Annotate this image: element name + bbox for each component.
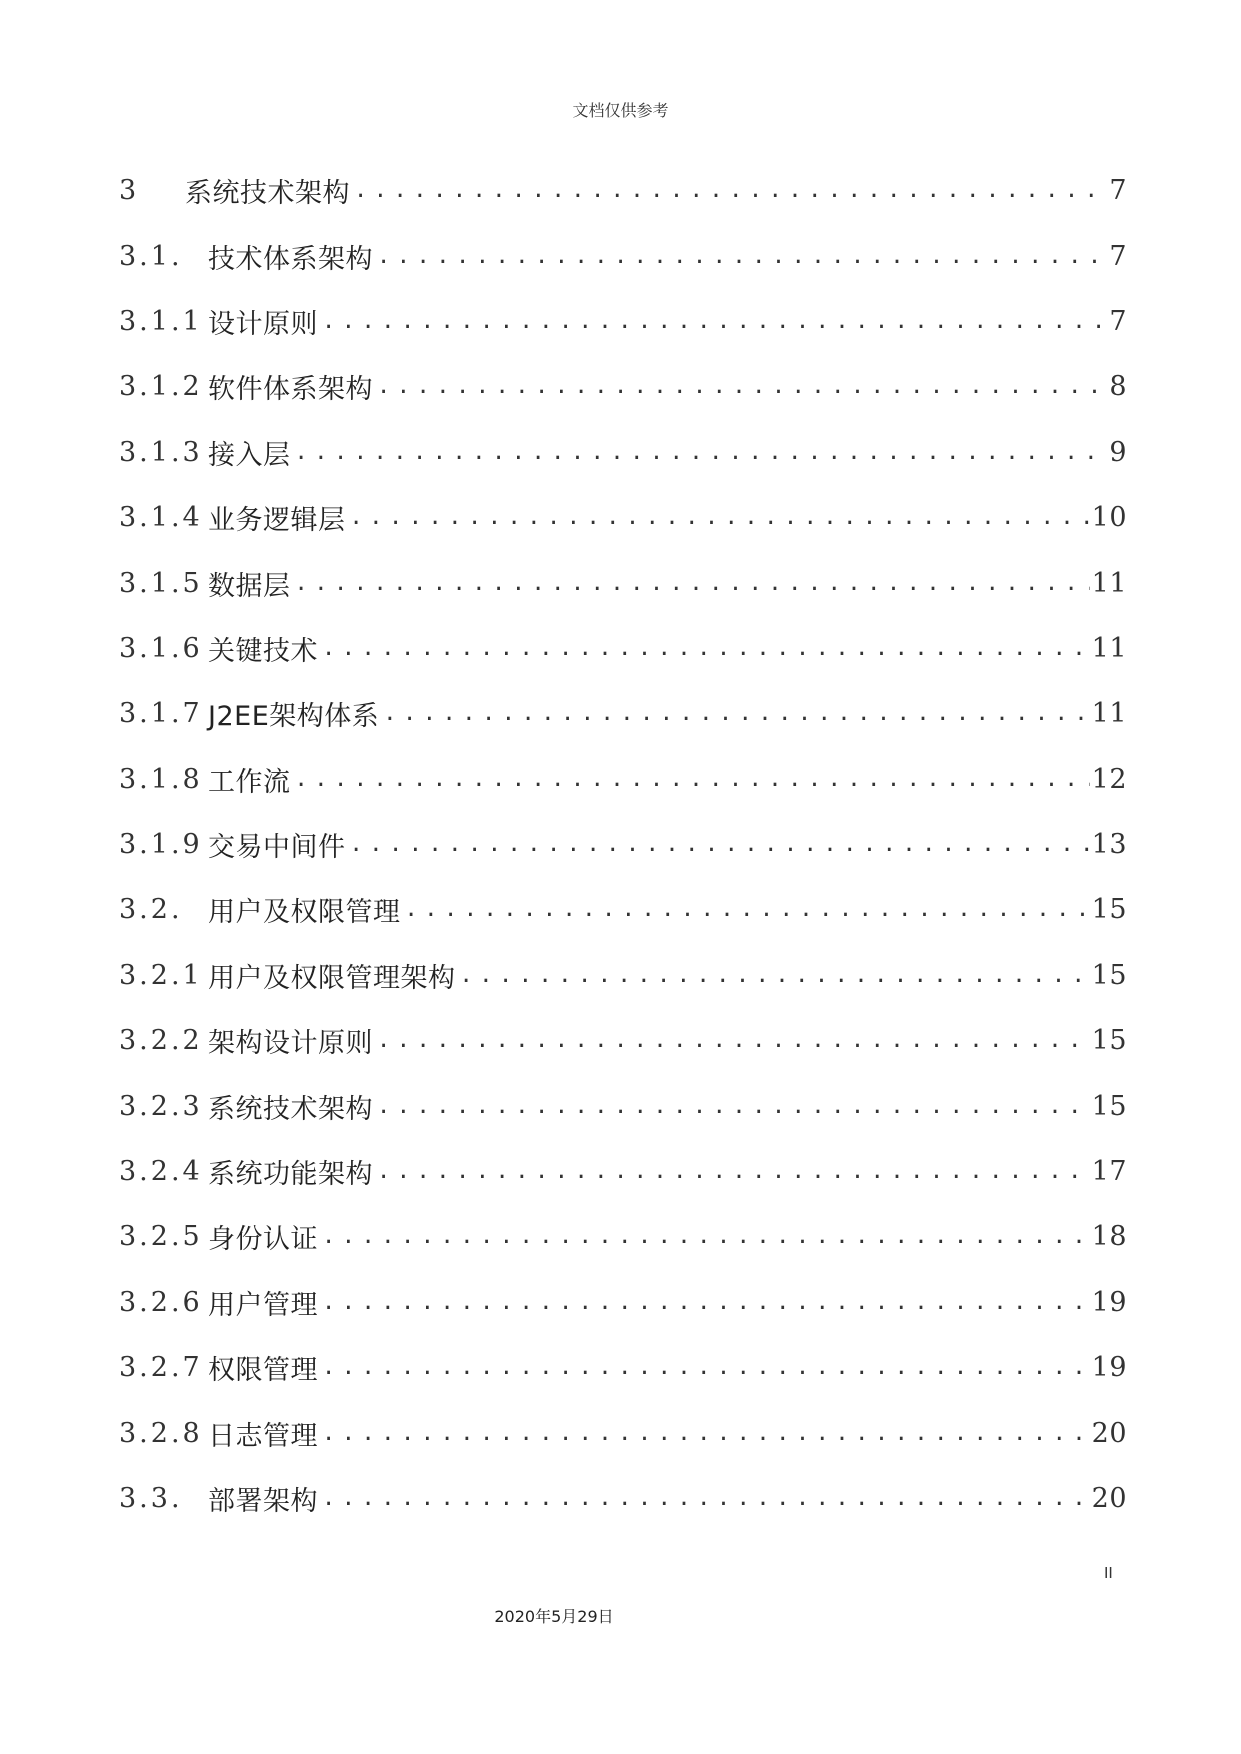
toc-dot-leader: [295, 767, 1090, 792]
header-text: 文档仅供参考: [572, 101, 669, 120]
toc-entry-page: 20: [1091, 1483, 1127, 1514]
toc-entry[interactable]: [119, 289, 1127, 354]
toc-entry[interactable]: [119, 1335, 1127, 1400]
toc-dot-leader: [322, 1486, 1090, 1511]
toc-entry-page: 20: [1091, 1417, 1127, 1449]
toc-entry-title: 设计原则: [208, 308, 318, 340]
toc-entry-page: 11: [1091, 567, 1127, 599]
toc-entry[interactable]: [119, 1466, 1127, 1531]
toc-entry[interactable]: [119, 1073, 1127, 1138]
toc-entry[interactable]: [119, 485, 1127, 550]
page-number: II: [1104, 1564, 1113, 1582]
toc-entry-page: 17: [1091, 1156, 1127, 1188]
toc-entry[interactable]: [119, 616, 1127, 681]
toc-dot-leader: [322, 1224, 1090, 1249]
toc-entry-title: 工作流: [208, 766, 291, 798]
toc-dot-leader: [377, 374, 1107, 399]
toc-entry[interactable]: [119, 812, 1127, 877]
toc-entry-title: 日志管理: [208, 1420, 318, 1452]
toc-entry[interactable]: [119, 877, 1127, 942]
toc-dot-leader: [322, 636, 1090, 661]
page-header: [0, 98, 1241, 121]
toc-entry-title: 关键技术: [208, 635, 318, 667]
toc-entry[interactable]: [119, 420, 1127, 485]
toc-entry-number: 3.2.1: [119, 959, 203, 991]
toc-entry-number: 3.1.7: [119, 698, 203, 730]
toc-entry-title: 部署架构: [208, 1486, 318, 1517]
toc-dot-leader: [383, 701, 1089, 726]
toc-entry-title: 权限管理: [208, 1355, 318, 1387]
toc-dot-leader: [322, 1421, 1090, 1446]
toc-entry-page: 15: [1091, 894, 1127, 926]
toc-entry-number: 3.1.6: [119, 632, 203, 664]
toc-entry-title: 数据层: [208, 570, 291, 602]
toc-dot-leader: [322, 309, 1107, 334]
toc-dot-leader: [377, 244, 1107, 269]
toc-entry-number: 3.2.7: [119, 1352, 203, 1384]
toc-dot-leader: [295, 440, 1108, 465]
toc-dot-leader: [460, 963, 1090, 988]
toc-entry-page: 7: [1109, 240, 1127, 272]
toc-dot-leader: [377, 1094, 1090, 1119]
toc-entry-number: 3.1.2: [119, 371, 203, 403]
toc-entry-title: 接入层: [208, 439, 291, 471]
toc-dot-leader: [322, 1290, 1090, 1315]
toc-entry[interactable]: [119, 1400, 1127, 1465]
toc-entry-page: 11: [1091, 632, 1127, 664]
toc-entry-title: 用户及权限管理架构: [208, 962, 456, 994]
toc-entry-number: 3: [119, 175, 140, 207]
toc-entry-number: 3.1.5: [119, 567, 203, 599]
toc-entry[interactable]: [119, 943, 1127, 1008]
toc-entry-page: 11: [1091, 698, 1127, 730]
toc-entry-page: 8: [1109, 371, 1127, 403]
toc-dot-leader: [354, 178, 1107, 203]
toc-entry-page: 7: [1109, 305, 1127, 337]
toc-entry-page: 10: [1091, 502, 1127, 534]
toc-entry[interactable]: [119, 1270, 1127, 1335]
toc-entry-number: 3.1.1: [119, 305, 203, 337]
toc-entry[interactable]: [119, 1008, 1127, 1073]
toc-dot-leader: [350, 832, 1090, 857]
toc-entry-number: 3.2.8: [119, 1417, 203, 1449]
toc-entry-page: 18: [1091, 1221, 1127, 1253]
toc-entry-page: 15: [1091, 959, 1127, 991]
toc-entry-page: 19: [1091, 1286, 1127, 1318]
toc-entry-page: 15: [1091, 1090, 1127, 1122]
toc-dot-leader: [405, 897, 1090, 922]
toc-entry[interactable]: [119, 223, 1127, 288]
toc-entry-title: J2EE架构体系: [208, 701, 380, 733]
toc-entry[interactable]: [119, 354, 1127, 419]
toc-entry-page: 7: [1109, 175, 1127, 207]
toc-entry-number: 3.2.5: [119, 1221, 203, 1253]
toc-entry-title: 软件体系架构: [208, 374, 373, 406]
toc-dot-leader: [377, 1159, 1090, 1184]
toc-entry-page: 19: [1091, 1352, 1127, 1384]
toc-entry[interactable]: [119, 550, 1127, 615]
toc-entry-title: 系统技术架构: [185, 178, 350, 210]
table-of-contents: [119, 158, 1127, 1531]
toc-entry-number: 3.2.3: [119, 1090, 203, 1122]
toc-entry-title: 交易中间件: [208, 832, 346, 864]
toc-entry-number: 3.1.4: [119, 502, 203, 534]
toc-dot-leader: [322, 1355, 1090, 1380]
toc-entry-title: 用户管理: [208, 1289, 318, 1321]
toc-entry-page: 15: [1091, 1025, 1127, 1057]
toc-entry-title: 技术体系架构: [208, 243, 373, 275]
toc-entry-number: 3.2.2: [119, 1025, 203, 1057]
toc-entry[interactable]: [119, 681, 1127, 746]
toc-entry[interactable]: [119, 1139, 1127, 1204]
toc-entry[interactable]: [119, 158, 1127, 223]
toc-entry-number: 3.2.6: [119, 1286, 203, 1318]
toc-entry-number: 3.1.8: [119, 763, 203, 795]
toc-entry-number: 3.1.9: [119, 829, 203, 861]
toc-entry-title: 身份认证: [208, 1224, 318, 1256]
toc-entry-number: 3.1.3: [119, 436, 203, 468]
footer-date: 2020年5月29日: [494, 1607, 614, 1626]
toc-dot-leader: [350, 505, 1090, 530]
toc-entry-title: 系统功能架构: [208, 1159, 373, 1191]
toc-dot-leader: [295, 571, 1090, 596]
toc-entry-number: 3.2.4: [119, 1156, 203, 1188]
toc-entry-page: 13: [1091, 829, 1127, 861]
toc-entry-title: 系统技术架构: [208, 1093, 373, 1125]
toc-entry-number: 3.1.: [119, 240, 183, 272]
toc-dot-leader: [377, 1028, 1090, 1053]
toc-entry[interactable]: [119, 1204, 1127, 1269]
toc-entry-page: 9: [1109, 436, 1127, 468]
toc-entry-page: 12: [1091, 763, 1127, 795]
toc-entry-title: 业务逻辑层: [208, 505, 346, 537]
toc-entry-number: 3.3.: [119, 1483, 183, 1514]
toc-entry-title: 用户及权限管理: [208, 897, 401, 929]
toc-entry[interactable]: [119, 747, 1127, 812]
toc-entry-title: 架构设计原则: [208, 1028, 373, 1060]
page-footer: [0, 1604, 1108, 1627]
toc-entry-number: 3.2.: [119, 894, 183, 926]
